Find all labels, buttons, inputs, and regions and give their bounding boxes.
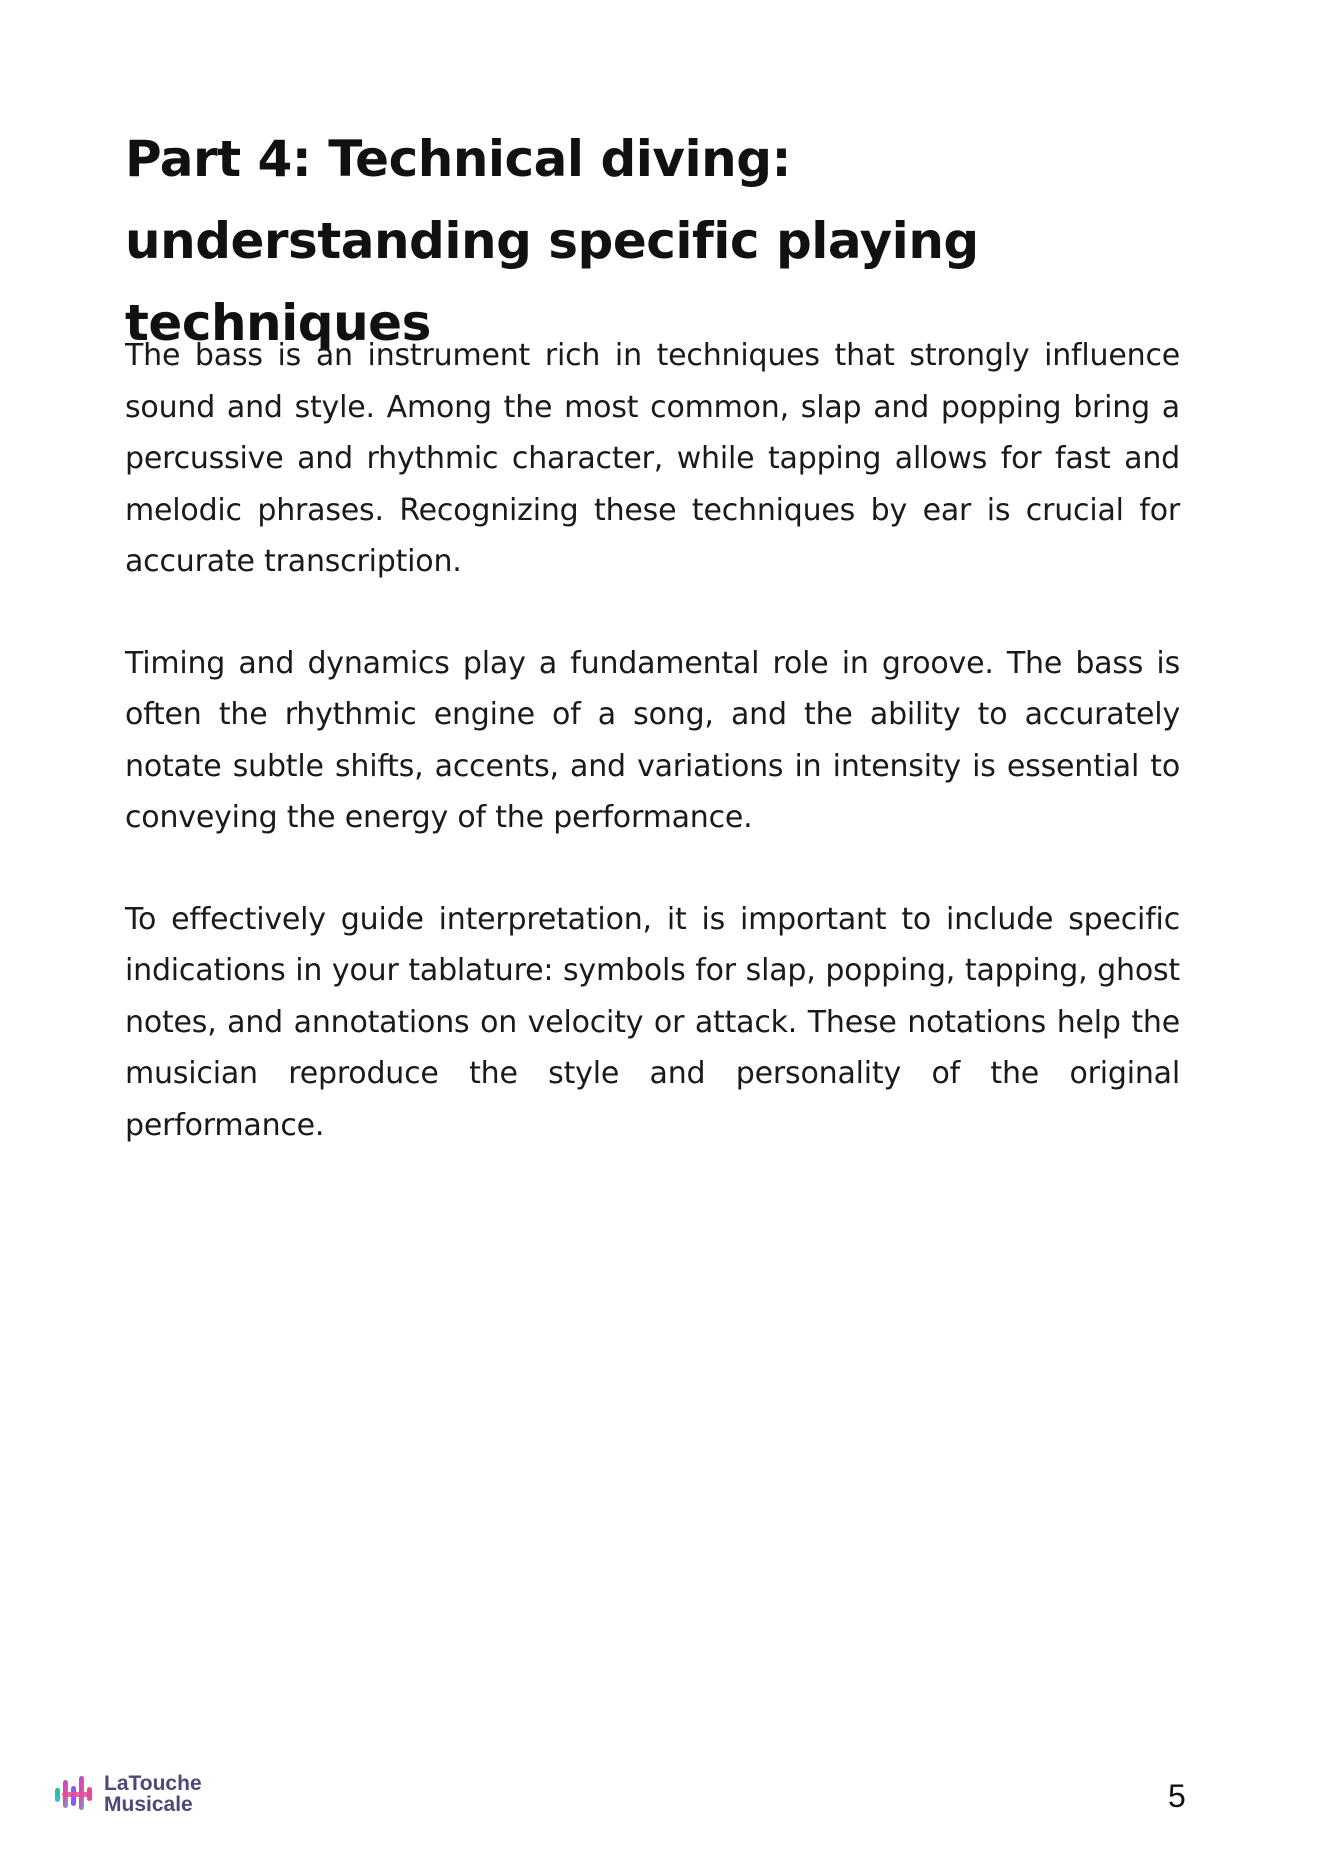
page-title: Part 4: Technical diving: understanding specific playing techniques xyxy=(125,130,979,352)
page-number: 5 xyxy=(1168,1778,1186,1814)
paragraph-2: Timing and dynamics play a fundamental role in groove. The bass is often the rhythmic engine of a song, and the ability to accurately notate subtle shifts, accents, and variations in intensity is essential to conveying the energy of the performance. xyxy=(125,645,1180,835)
body-text xyxy=(125,330,1180,1201)
waveform-logo-icon xyxy=(52,1772,96,1816)
brand-logo-line1: LaTouche xyxy=(104,1772,202,1795)
brand-logo xyxy=(52,1772,202,1816)
brand-logo-text xyxy=(104,1773,202,1815)
brand-logo-line2: Musicale xyxy=(104,1793,193,1816)
paragraph-1: The bass is an instrument rich in techniques that strongly influence sound and style. Among the most common, slap and popping bring a percussive and rhythmic character, while tapping allows for fast and melodic phrases. Recognizing these techniques by ear is crucial for accurate transcription. xyxy=(125,338,1180,579)
paragraph-3: To effectively guide interpretation, it is important to include specific indications in your tablature: symbols for slap, popping, tapping, ghost notes, and annotations on velocity or attack. These notations help the musician reproduce the style and personality of the original performance. xyxy=(125,901,1180,1143)
